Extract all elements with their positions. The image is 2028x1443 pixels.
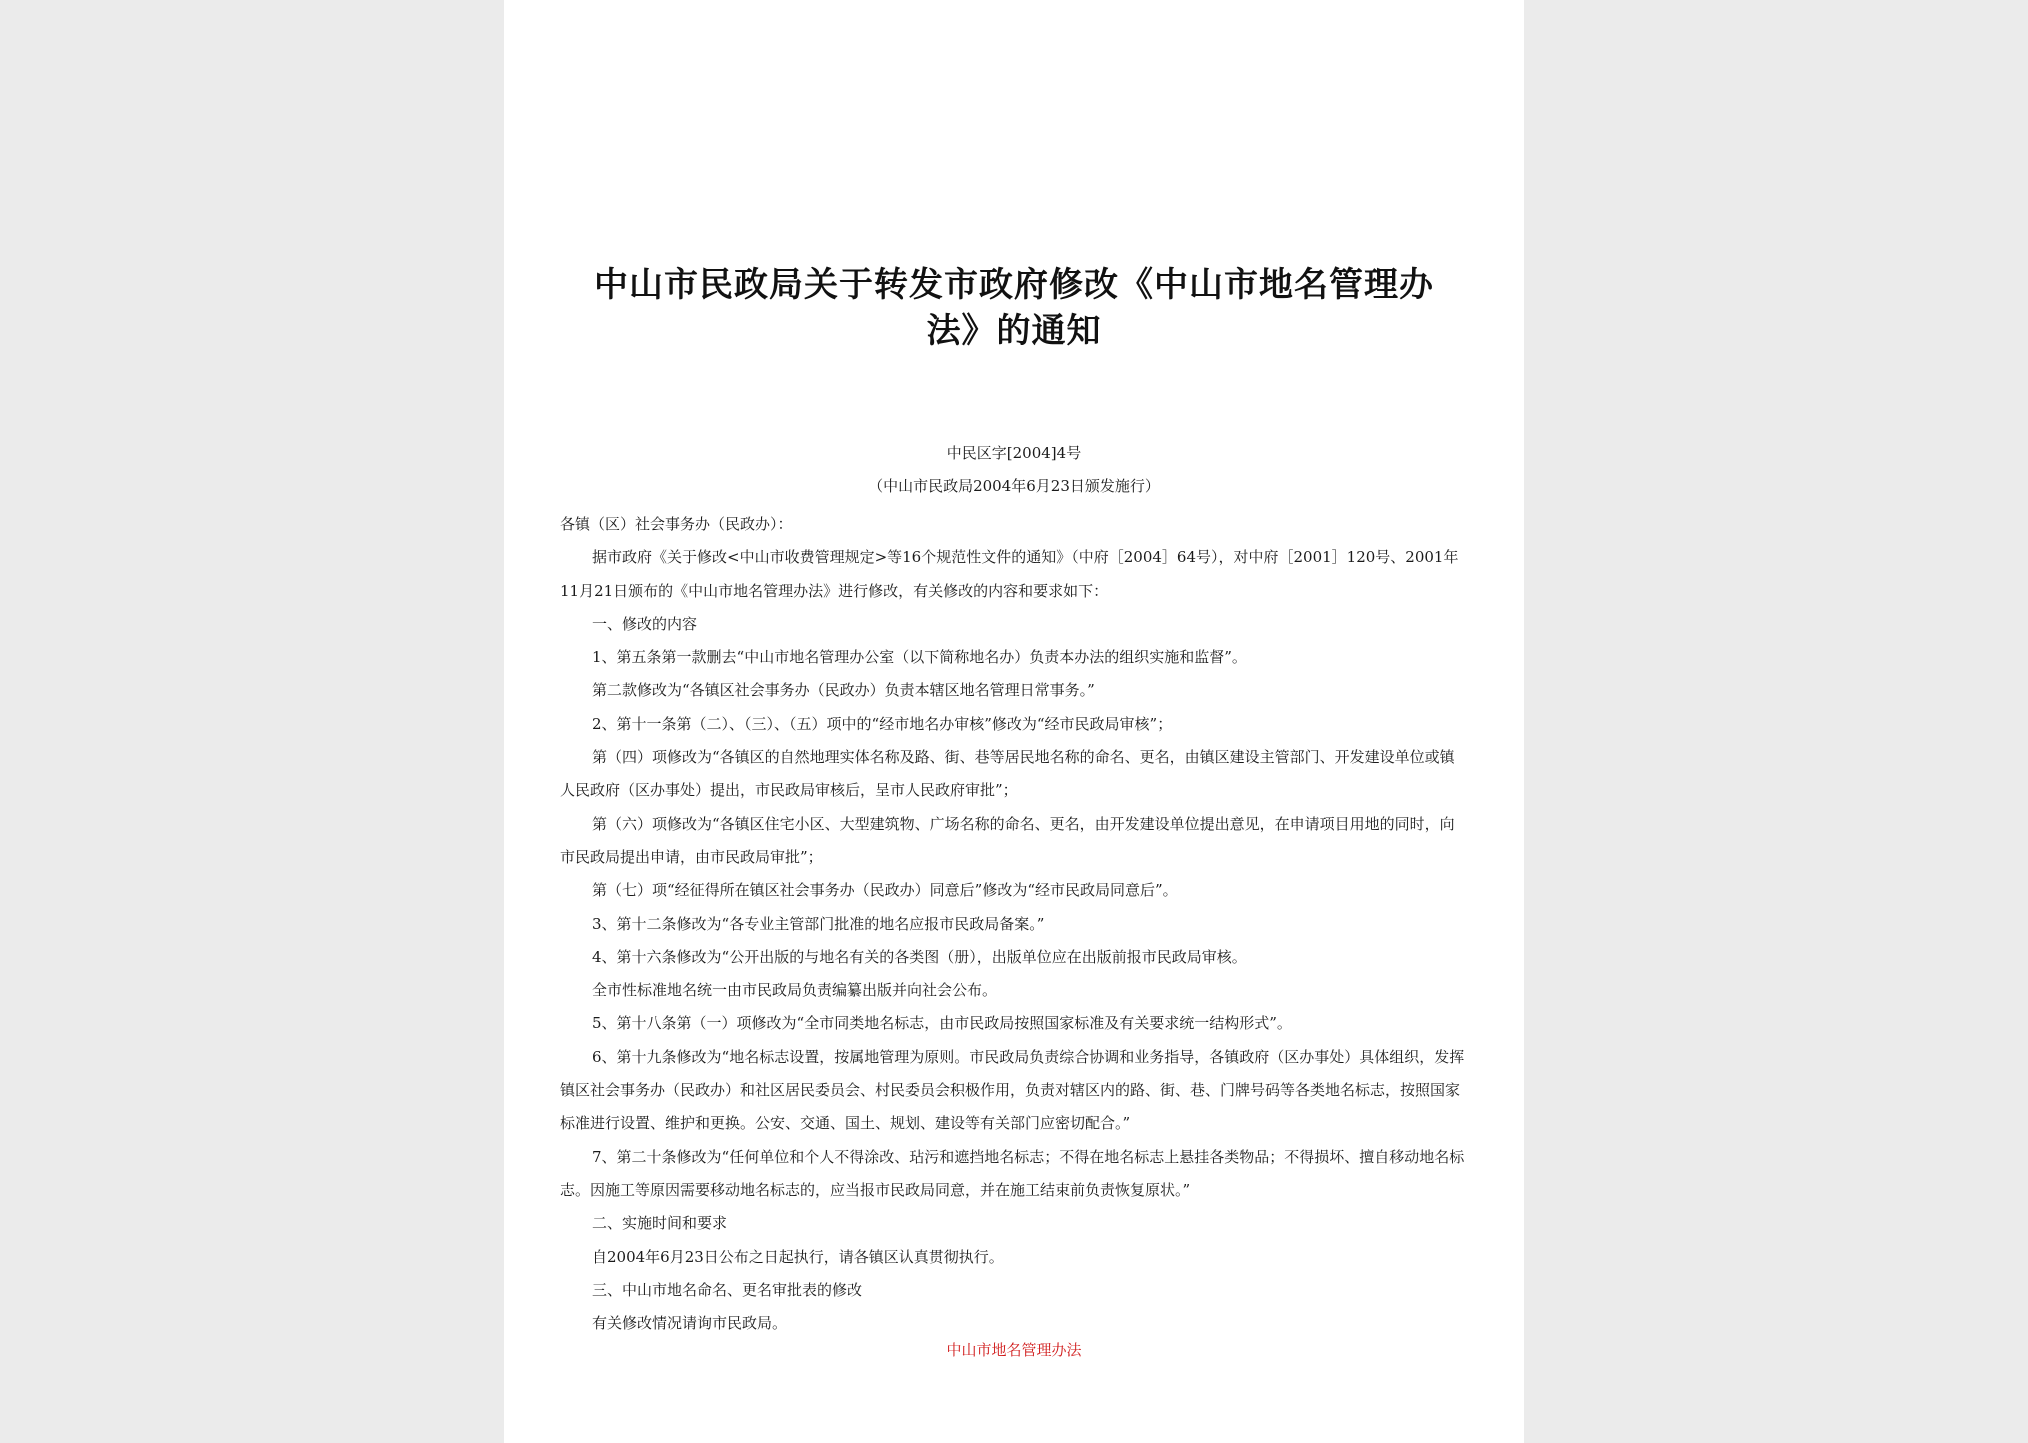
title-line-1: 中山市民政局关于转发市政府修改《中山市地名管理办	[594, 265, 1434, 305]
paragraph: 4、第十六条修改为“公开出版的与地名有关的各类图（册），出版单位应在出版前报市民政局审核。	[592, 947, 1247, 966]
paragraph: 2、第十一条第（二）、（三）、（五）项中的“经市地名办审核”修改为“经市民政局审核”；	[592, 714, 1173, 733]
document-page	[504, 0, 1524, 1443]
paragraph: 第二款修改为“各镇区社会事务办（民政办）负责本辖区地名管理日常事务。”	[592, 681, 1095, 700]
paragraph: 1、第五条第一款删去“中山市地名管理办公室（以下简称地名办）负责本办法的组织实施和监督”。	[592, 648, 1247, 667]
document-body	[560, 508, 1468, 1340]
salutation: 各镇（区）社会事务办（民政办）：	[560, 515, 793, 533]
title-line-2: 法》的通知	[926, 311, 1102, 351]
paragraph: 据市政府《关于修改<中山市收费管理规定>等16个规范性文件的通知》（中府［2004］64号），对中府［2001］120号、2001年11月21日颁布的《中山市地名管理办法》进行修改，有关修改的内容和要求如下：	[560, 548, 1459, 600]
paragraph: 3、第十二条修改为“各专业主管部门批准的地名应报市民政局备案。”	[592, 914, 1045, 933]
section-heading: 一、修改的内容	[592, 614, 698, 633]
paragraph: 有关修改情况请询市民政局。	[592, 1314, 788, 1333]
paragraph: 5、第十八条第（一）项修改为“全市同类地名标志，由市民政局按照国家标准及有关要求统一结构形式”。	[592, 1014, 1292, 1033]
paragraph: 7、第二十条修改为“任何单位和个人不得涂改、玷污和遮挡地名标志；不得在地名标志上悬挂各类物品；不得损坏、擅自移动地名标志。因施工等原因需要移动地名标志的，应当报市民政局同意，并在施工结束前负责恢复原状。”	[560, 1147, 1465, 1199]
paragraph: 6、第十九条修改为“地名标志设置，按属地管理为原则。市民政局负责综合协调和业务指导，各镇政府（区办事处）具体组织，发挥镇区社会事务办（民政办）和社区居民委员会、村民委员会积极作用，负责对辖区内的路、街、巷、门牌号码等各类地名标志，按照国家标准进行设置、维护和更换。公安、交通、国土、规划、建设等有关部门应密切配合。”	[560, 1047, 1465, 1133]
section-heading: 二、实施时间和要求	[592, 1214, 728, 1233]
document-number: 中民区字[2004]4号	[946, 444, 1082, 462]
related-document-link[interactable]: 中山市地名管理办法	[946, 1341, 1082, 1359]
document-title	[560, 262, 1468, 354]
paragraph: 自2004年6月23日公布之日起执行，请各镇区认真贯彻执行。	[592, 1247, 1004, 1266]
paragraph: 第（六）项修改为“各镇区住宅小区、大型建筑物、广场名称的命名、更名，由开发建设单位提出意见，在申请项目用地的同时，向市民政局提出申请，由市民政局审批”；	[560, 814, 1455, 866]
issue-note: （中山市民政局2004年6月23日颁发施行）	[868, 477, 1160, 495]
section-heading: 三、中山市地名命名、更名审批表的修改	[592, 1280, 863, 1299]
paragraph: 全市性标准地名统一由市民政局负责编纂出版并向社会公布。	[592, 981, 998, 1000]
paragraph: 第（七）项“经征得所在镇区社会事务办（民政办）同意后”修改为“经市民政局同意后”。	[592, 881, 1178, 900]
paragraph: 第（四）项修改为“各镇区的自然地理实体名称及路、街、巷等居民地名称的命名、更名，由镇区建设主管部门、开发建设单位或镇人民政府（区办事处）提出，市民政局审核后，呈市人民政府审批”；	[560, 748, 1455, 800]
